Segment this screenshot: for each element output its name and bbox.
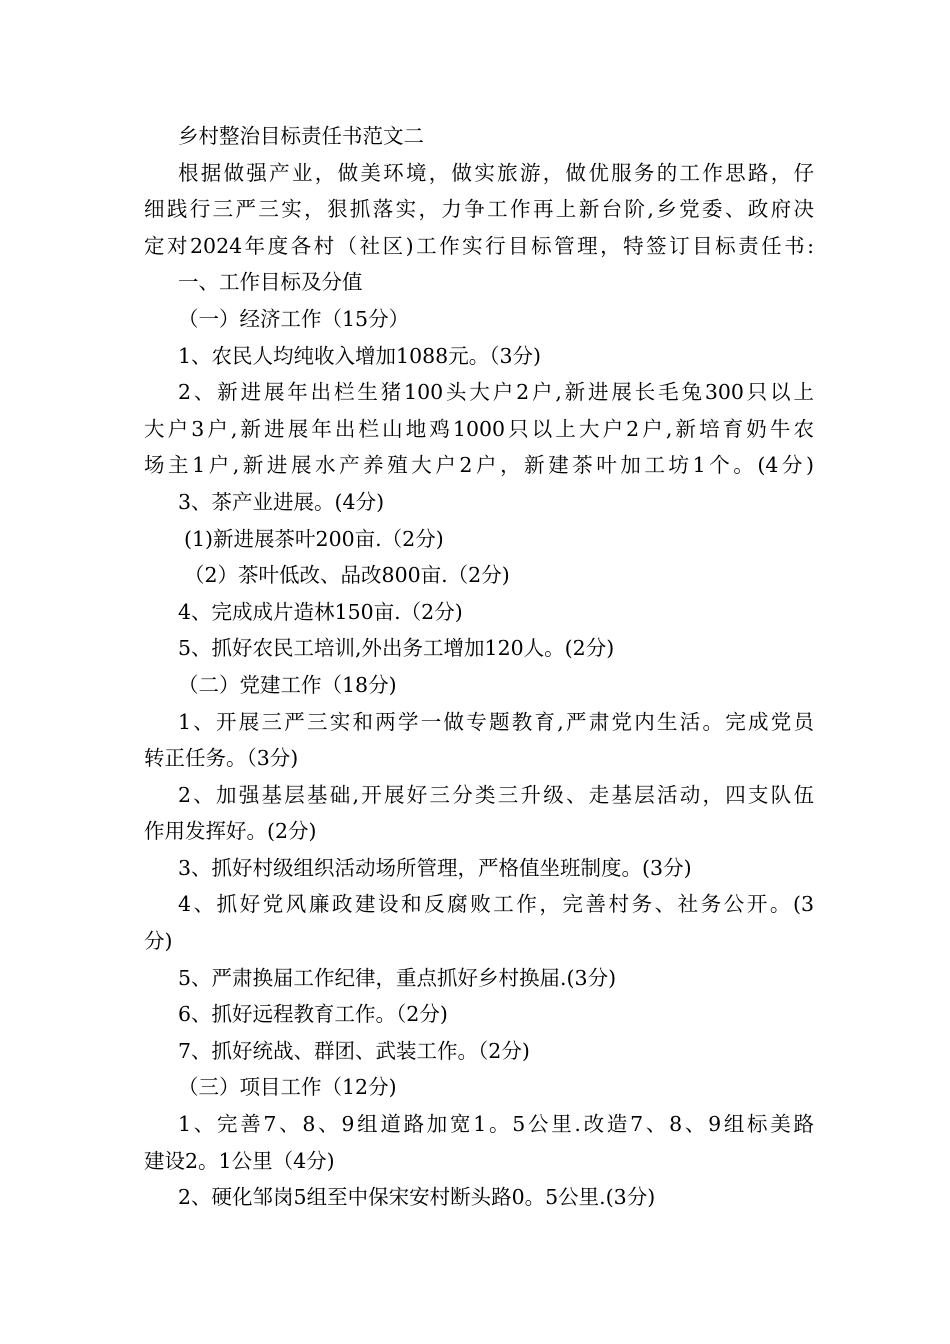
document-line: 1、完善7、8、9组道路加宽1。5公里.改造7、8、9组标美路	[178, 1112, 814, 1137]
document-line: 1、开展三严三实和两学一做专题教育,严肃党内生活。完成党员	[178, 709, 814, 734]
document-line: 5、严肃换届工作纪律，重点抓好乡村换届.(3分)	[178, 965, 617, 990]
document-line: 建设2。1公里（4分)	[144, 1148, 335, 1173]
document-line: 3、抓好村级组织活动场所管理，严格值坐班制度。(3分)	[178, 855, 692, 880]
document-line: 3、茶产业进展。(4分)	[178, 489, 385, 514]
document-line: 4、完成成片造林150亩.（2分)	[178, 599, 463, 624]
document-line: 大户3户,新进展年出栏山地鸡1000只以上大户2户,新培育奶牛农	[144, 416, 814, 441]
document-line: 5、抓好农民工培训,外出务工增加120人。(2分)	[178, 636, 615, 661]
document-line: 根据做强产业，做美环境，做实旅游，做优服务的工作思路，仔	[178, 160, 814, 185]
document-line: 2、硬化邹岗5组至中保宋安村断头路0。5公里.(3分)	[178, 1185, 656, 1210]
document-line: 4、抓好党风廉政建设和反腐败工作，完善村务、社务公开。(3	[178, 892, 814, 917]
document-line: （2）茶叶低改、品改800亩.（2分)	[184, 563, 510, 588]
document-body	[144, 118, 814, 1216]
document-line: 场主1户,新进展水产养殖大户2户，新建茶叶加工坊1个。(4分)	[144, 453, 814, 478]
document-line: 细践行三严三实，狠抓落实，力争工作再上新台阶,乡党委、政府决	[144, 197, 814, 222]
document-line: 乡村整治目标责任书范文二	[178, 124, 424, 148]
document-line: 作用发挥好。(2分)	[144, 819, 317, 844]
document-line: 6、抓好远程教育工作。（2分)	[178, 1002, 448, 1027]
document-line: 7、抓好统战、群团、武装工作。（2分)	[178, 1038, 530, 1063]
document-line: （三）项目工作（12分)	[178, 1075, 397, 1100]
document-line: 1、农民人均纯收入增加1088元。（3分)	[178, 343, 542, 368]
document-line: (1)新进展茶叶200亩.（2分)	[184, 526, 444, 551]
document-line: （一）经济工作（15分）	[178, 306, 410, 331]
document-line: （二）党建工作（18分)	[178, 672, 397, 697]
document-line: 一、工作目标及分值	[178, 270, 363, 295]
document-line: 2、加强基层基础,开展好三分类三升级、走基层活动，四支队伍	[178, 782, 814, 807]
document-line: 转正任务。（3分)	[144, 746, 299, 771]
document-line: 2、新进展年出栏生猪100头大户2户,新进展长毛兔300只以上	[178, 380, 814, 405]
document-line: 分)	[144, 929, 173, 954]
document-line: 定对2024年度各村（社区)工作实行目标管理，特签订目标责任书:	[144, 233, 814, 258]
